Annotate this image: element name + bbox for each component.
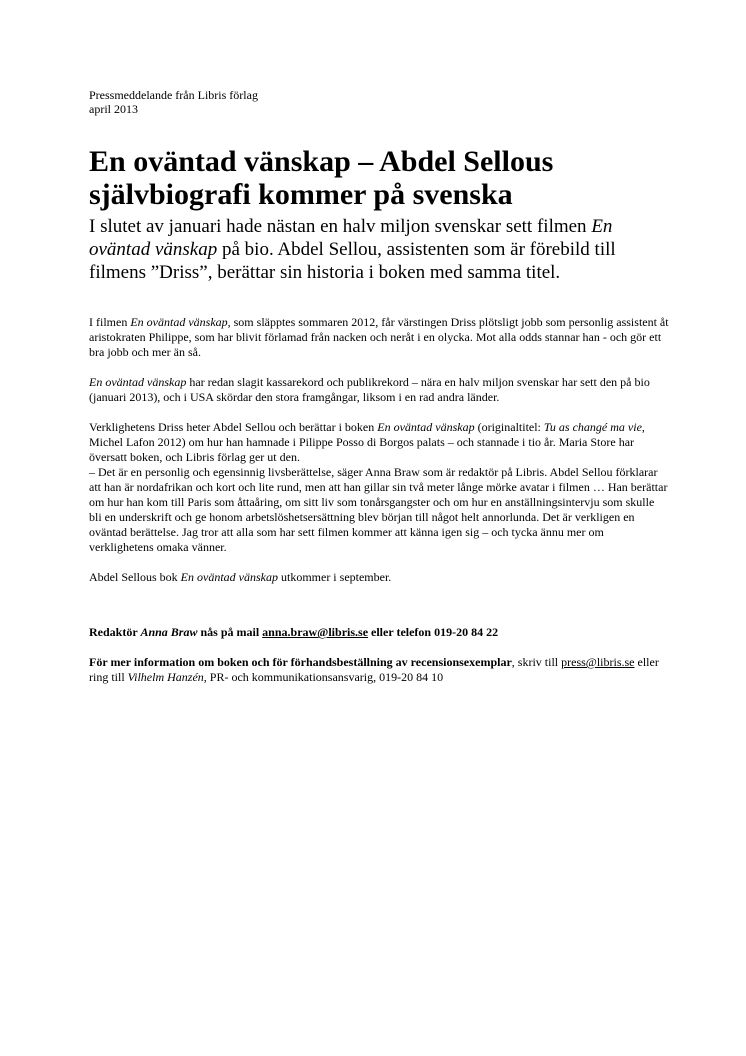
p4-book-title: En oväntad vänskap	[180, 570, 278, 584]
p3-text-2: (originaltitel:	[474, 420, 544, 434]
lead-paragraph	[89, 215, 669, 284]
p2-book-title: En oväntad vänskap	[89, 375, 187, 389]
contact1-text-2: nås på mail	[197, 625, 263, 639]
paragraph-1	[89, 315, 669, 360]
header	[89, 88, 669, 116]
p3-original-title: Tu as changé ma vie	[543, 420, 642, 434]
contact2-bold-text: För mer information om boken och för förhandsbeställning av recensionsexemplar	[89, 655, 512, 669]
p3-quote: – Det är en personlig och egensinnig livsberättelse, säger Anna Braw som är redaktör på Libris. Abdel Sellou förklarar att han är nordafrikan och kort och lite rund, men att han gillar sin två meter långe mörke avatar i filmen … Han berättar om hur han kom till Paris som åttaåring, om sitt liv som tonårsgangster och om hur en anställningsintervju som skulle bli en underskrift och ge honom arbetslöshetsersättning blev början till något helt annorlunda. Det är verkligen en oväntad berättelse. Jag tror att alla som har sett filmen kommer att känna igen sig – och tycka ännu mer om verklighetens omaka vänner.	[89, 465, 668, 554]
title-line-1: En oväntad vänskap – Abdel Sellous	[89, 145, 554, 178]
p3-book-title: En oväntad vänskap	[377, 420, 475, 434]
p4-text-1: Abdel Sellous bok	[89, 570, 181, 584]
press-release	[89, 88, 669, 685]
lead-text-2: på bio. Abdel Sellou, assistenten som är förebild till filmens ”Driss”, berättar sin historia i boken med samma titel.	[89, 239, 616, 283]
editor-email-link[interactable]: anna.braw@libris.se	[262, 625, 369, 639]
contact1-text-3: eller telefon 019-20 84 22	[368, 625, 499, 639]
header-publisher: Pressmeddelande från Libris förlag	[89, 88, 258, 102]
pr-contact-name: Vilhelm Hanzén	[127, 670, 204, 684]
page-title	[89, 145, 669, 211]
p1-text-2: , som släpptes sommaren 2012, får värstingen Driss plötsligt jobb som personlig assistent åt aristokraten Philippe, som har blivit förlamad från nacken och neråt i en olycka. Mot alla odds stannar han - och gör ett bra jobb och mer än så.	[89, 315, 669, 359]
p1-text-1: I filmen	[89, 315, 131, 329]
contact-editor	[89, 625, 669, 640]
lead-book-title: En oväntad vänskap	[89, 216, 613, 260]
p2-text: har redan slagit kassarekord och publikrekord – nära en halv miljon svenskar har sett den på bio (januari 2013), och i USA skördar den stora framgångar, liksom i en rad andra länder.	[89, 375, 650, 404]
paragraph-2	[89, 375, 669, 405]
paragraph-4	[89, 570, 669, 585]
contact2-text-3: , PR- och kommunikationsansvarig, 019-20 84 10	[203, 670, 444, 684]
press-email-link[interactable]: press@libris.se	[561, 655, 635, 669]
editor-name: Anna Braw	[140, 625, 198, 639]
contact2-text-1: , skriv till	[511, 655, 562, 669]
header-date: april 2013	[89, 102, 138, 116]
paragraph-3	[89, 420, 669, 555]
lead-text-1: I slutet av januari hade nästan en halv miljon svenskar sett filmen	[89, 216, 592, 237]
p4-text-2: utkommer i september.	[277, 570, 392, 584]
p1-book-title: En oväntad vänskap	[130, 315, 228, 329]
contact2-text-2: eller ring till	[89, 655, 659, 684]
contact-press	[89, 655, 669, 685]
p3-text-3: , Michel Lafon 2012) om hur han hamnade i Pilippe Posso di Borgos palats – och stannade i tio år. Maria Store har översatt boken, och Libris förlag ger ut den.	[89, 420, 645, 464]
p3-text-1: Verklighetens Driss heter Abdel Sellou och berättar i boken	[89, 420, 378, 434]
contact1-text-1: Redaktör	[89, 625, 141, 639]
title-line-2: självbiografi kommer på svenska	[89, 178, 513, 211]
